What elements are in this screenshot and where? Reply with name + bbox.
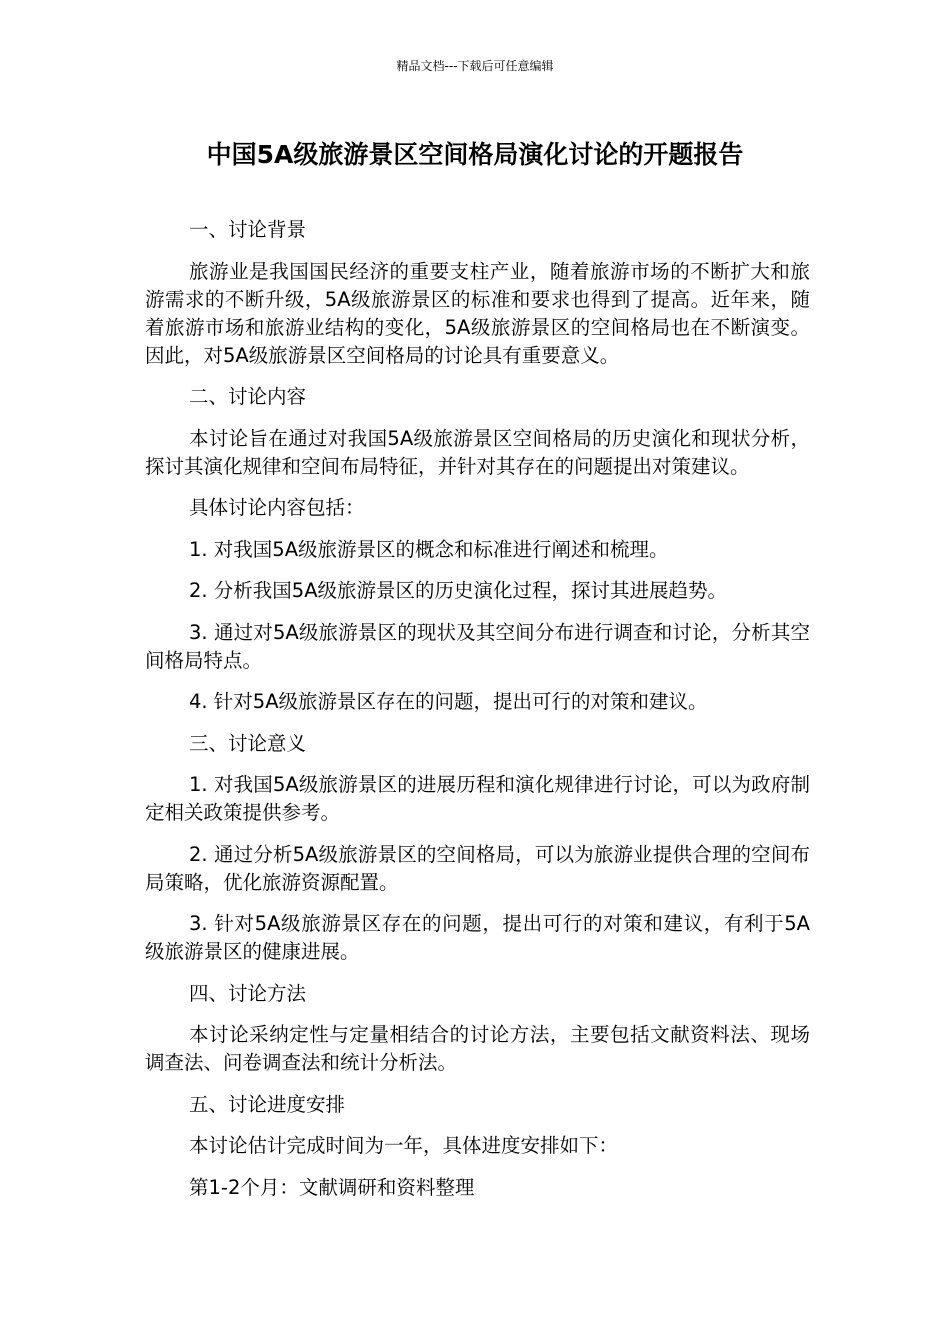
paragraph-content-intro: 本讨论旨在通过对我国5A级旅游景区空间格局的历史演化和现状分析，探讨其演化规律和空间布局特征，并针对其存在的问题提出对策建议。 [145, 426, 810, 478]
section-heading-background: 一、讨论背景 [189, 218, 307, 241]
section-heading-schedule: 五、讨论进度安排 [189, 1092, 346, 1116]
paragraph-schedule-lead: 本讨论估计完成时间为一年，具体进度安排如下： [189, 1134, 619, 1157]
section-heading-methods: 四、讨论方法 [189, 981, 307, 1005]
document-body [145, 216, 810, 1215]
list-item-significance-3: 3. 针对5A级旅游景区存在的问题，提出可行的对策和建议，有利于5A级旅游景区的健康进展。 [145, 912, 810, 963]
list-item-significance-2: 2. 通过分析5A级旅游景区的空间格局，可以为旅游业提供合理的空间布局策略，优化旅游资源配置。 [145, 842, 810, 894]
page-title: 中国5A级旅游景区空间格局演化讨论的开题报告 [206, 140, 744, 169]
paragraph-content-lead: 具体讨论内容包括： [189, 496, 365, 519]
list-item-content-2: 2. 分析我国5A级旅游景区的历史演化过程，探讨其进展趋势。 [189, 579, 728, 602]
paragraph-background: 旅游业是我国国民经济的重要支柱产业，随着旅游市场的不断扩大和旅游需求的不断升级，5A级旅游景区的标准和要求也得到了提高。近年来，随着旅游市场和旅游业结构的变化，5A级旅游景区的空间格局也在不断演变。因此，对5A级旅游景区空间格局的讨论具有重要意义。 [145, 259, 810, 367]
section-heading-content: 二、讨论内容 [189, 385, 307, 408]
list-item-content-3: 3. 通过对5A级旅游景区的现状及其空间分布进行调查和讨论，分析其空间格局特点。 [145, 620, 810, 672]
section-heading-significance: 三、讨论意义 [189, 731, 307, 755]
schedule-item-1: 第1-2个月：文献调研和资料整理 [189, 1175, 475, 1199]
list-item-content-1: 1. 对我国5A级旅游景区的概念和标准进行阐述和梳理。 [189, 537, 669, 561]
list-item-significance-1: 1. 对我国5A级旅游景区的进展历程和演化规律进行讨论，可以为政府制定相关政策提供参考。 [145, 773, 810, 824]
paragraph-methods: 本讨论采纳定性与定量相结合的讨论方法，主要包括文献资料法、现场调查法、问卷调查法和统计分析法。 [145, 1023, 810, 1074]
list-item-content-4: 4. 针对5A级旅游景区存在的问题，提出可行的对策和建议。 [189, 690, 708, 713]
header-note: 精品文档---下载后可任意编辑 [396, 59, 554, 73]
